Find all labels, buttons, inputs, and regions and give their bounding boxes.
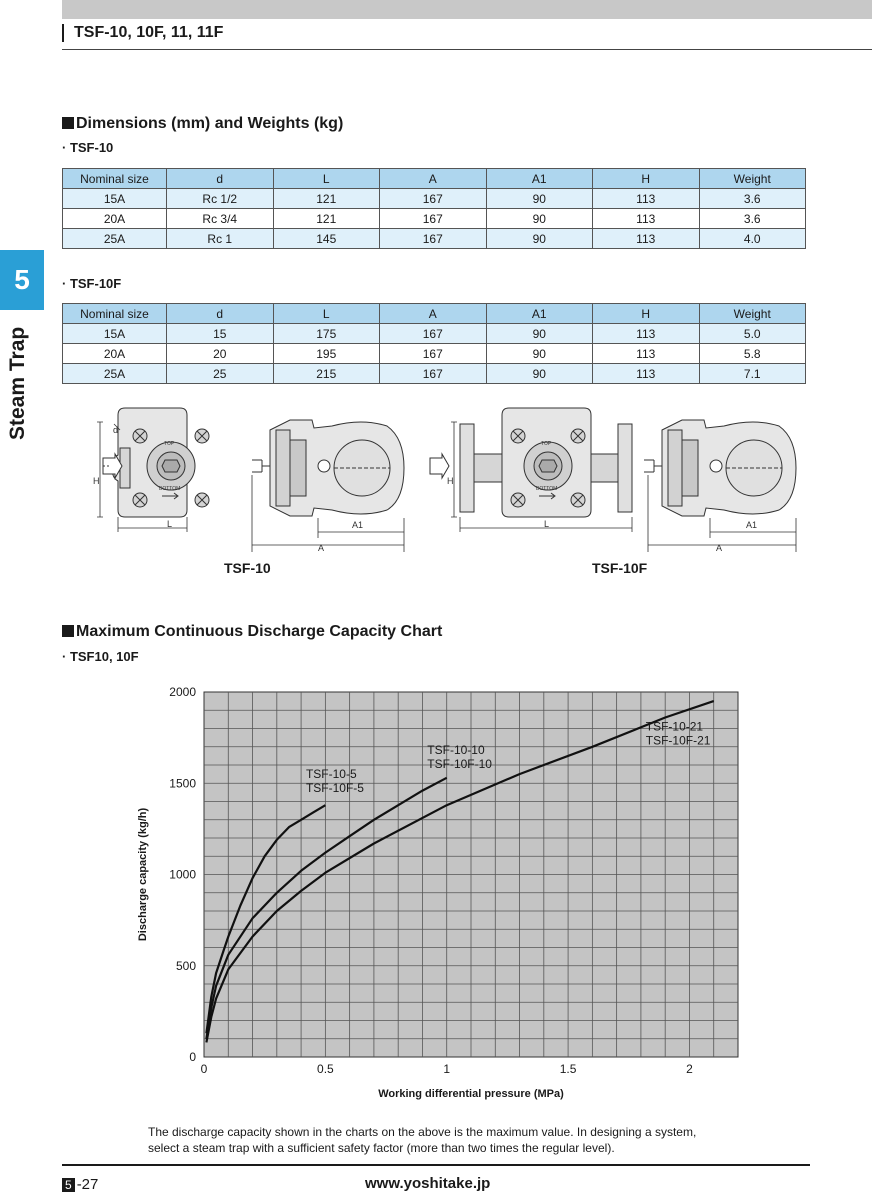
tsf10-table-body — [63, 189, 806, 249]
table-row — [63, 344, 806, 364]
chapter-tab: 5 — [0, 250, 44, 310]
table-cell: 113 — [593, 344, 700, 364]
tsf10-drawing-label: TSF-10 — [224, 560, 271, 576]
table-cell: 20 — [167, 344, 274, 364]
table-cell: 25 — [167, 364, 274, 384]
column-header: Weight — [699, 304, 806, 324]
capacity-heading — [62, 623, 442, 641]
chart-y-axis-label: Discharge capacity (kg/h) — [137, 807, 149, 942]
table-row — [63, 229, 806, 249]
tsf10f-dim-h: H — [447, 476, 454, 486]
dimension-drawings — [62, 400, 812, 560]
chapter-label: Steam Trap — [6, 326, 29, 440]
table-cell: 25A — [63, 364, 167, 384]
y-tick-label: 500 — [175, 958, 196, 973]
tsf10-dim-h: H — [93, 476, 100, 486]
column-header: d — [167, 169, 274, 189]
tsf10f-drawing-label: TSF-10F — [592, 560, 648, 576]
table-cell: 167 — [380, 209, 487, 229]
y-tick-label: 1500 — [169, 776, 196, 791]
tsf10f-subheading: · TSF-10F — [62, 276, 122, 291]
tsf10f-table-body — [63, 324, 806, 384]
table-cell: 167 — [380, 344, 487, 364]
page-number — [62, 1176, 98, 1193]
table-cell: 5.8 — [699, 344, 806, 364]
series-label: TSF-10-21 — [645, 719, 704, 734]
column-header: L — [273, 169, 380, 189]
table-cell: 195 — [273, 344, 380, 364]
table-cell: 90 — [486, 324, 593, 344]
table-cell: 167 — [380, 229, 487, 249]
column-header: A — [380, 304, 487, 324]
series-label: TSF-10F-5 — [305, 780, 364, 795]
website-link[interactable]: www.yoshitake.jp — [365, 1175, 491, 1192]
y-tick-label: 2000 — [169, 685, 196, 699]
x-tick-label: 0 — [200, 1062, 208, 1076]
column-header: Nominal size — [63, 304, 167, 324]
table-cell: 20A — [63, 209, 167, 229]
dimensions-heading-text: Dimensions (mm) and Weights (kg) — [76, 115, 344, 132]
header-rule — [62, 49, 872, 50]
table-cell: 113 — [593, 189, 700, 209]
table-header-row — [63, 304, 806, 324]
table-cell: 15A — [63, 189, 167, 209]
table-cell: 175 — [273, 324, 380, 344]
table-cell: 167 — [380, 189, 487, 209]
table-cell: 90 — [486, 364, 593, 384]
capacity-note: The discharge capacity shown in the charts on the above is the maximum value. In designing a system, select a steam trap with a sufficient safety factor (more than two times the regular level). — [148, 1125, 697, 1155]
table-cell: 25A — [63, 229, 167, 249]
table-row — [63, 324, 806, 344]
table-row — [63, 209, 806, 229]
table-cell: 121 — [273, 189, 380, 209]
tsf10-dim-l: L — [167, 519, 173, 529]
x-tick-label: 0.5 — [317, 1062, 334, 1076]
tsf10-top-mark: TOP — [164, 441, 175, 447]
x-tick-label: 2 — [686, 1062, 693, 1076]
x-tick-label: 1.5 — [559, 1062, 577, 1076]
table-cell: 113 — [593, 364, 700, 384]
table-cell: 145 — [273, 229, 380, 249]
column-header: Weight — [699, 169, 806, 189]
table-header-row — [63, 169, 806, 189]
table-cell: 215 — [273, 364, 380, 384]
table-cell: 167 — [380, 364, 487, 384]
tsf10-dimension-table — [62, 168, 806, 249]
table-cell: 3.6 — [699, 189, 806, 209]
series-label: TSF-10-5 — [305, 766, 357, 781]
table-cell: 90 — [486, 229, 593, 249]
tsf10f-dim-a: A — [716, 543, 723, 553]
column-header: d — [167, 304, 274, 324]
header-band — [62, 0, 872, 19]
table-cell: 3.6 — [699, 209, 806, 229]
table-cell: Rc 3/4 — [167, 209, 274, 229]
table-cell: 121 — [273, 209, 380, 229]
column-header: A1 — [486, 304, 593, 324]
column-header: H — [593, 304, 700, 324]
tsf10f-top-mark: TOP — [541, 441, 552, 447]
column-header: H — [593, 169, 700, 189]
tsf10f-side-view — [644, 420, 796, 553]
table-row — [63, 189, 806, 209]
table-cell: 167 — [380, 324, 487, 344]
table-cell: 7.1 — [699, 364, 806, 384]
table-cell: Rc 1 — [167, 229, 274, 249]
series-label: TSF-10F-10 — [427, 757, 492, 772]
tsf10-dim-d: d — [113, 425, 119, 435]
tsf10f-dim-a1: A1 — [746, 520, 758, 530]
tsf10f-table-header — [63, 304, 806, 324]
chart-x-axis-label: Working differential pressure (MPa) — [378, 1088, 564, 1100]
series-label: TSF-10-10 — [427, 743, 485, 758]
tsf10-dim-a1: A1 — [352, 520, 364, 530]
table-cell: Rc 1/2 — [167, 189, 274, 209]
tsf10-table-header — [63, 169, 806, 189]
y-tick-label: 0 — [189, 1050, 196, 1064]
tsf10f-dim-l: L — [544, 519, 550, 529]
table-cell: 15 — [167, 324, 274, 344]
y-tick-label: 1000 — [169, 867, 196, 882]
table-cell: 113 — [593, 209, 700, 229]
page-title: TSF-10, 10F, 11, 11F — [62, 24, 223, 42]
table-cell: 5.0 — [699, 324, 806, 344]
table-cell: 113 — [593, 324, 700, 344]
tsf10f-bottom-mark: BOTTOM — [536, 486, 558, 492]
tsf10-bottom-mark: BOTTOM — [159, 486, 181, 492]
table-row — [63, 364, 806, 384]
tsf10f-dimension-table — [62, 303, 806, 384]
column-header: A1 — [486, 169, 593, 189]
square-bullet-icon — [62, 625, 74, 637]
column-header: A — [380, 169, 487, 189]
capacity-heading-text: Maximum Continuous Discharge Capacity Chart — [76, 623, 443, 640]
tsf10-side-view — [252, 420, 404, 553]
table-cell: 90 — [486, 189, 593, 209]
capacity-subheading: · TSF10, 10F — [62, 649, 139, 664]
series-label: TSF-10F-21 — [645, 733, 711, 748]
tsf10-dim-a: A — [318, 543, 325, 553]
table-cell: 4.0 — [699, 229, 806, 249]
capacity-chart — [120, 680, 760, 1110]
tsf10f-front-view — [430, 408, 632, 532]
table-cell: 15A — [63, 324, 167, 344]
footer-rule — [62, 1164, 810, 1166]
page-chapter-box: 5 — [62, 1178, 75, 1192]
table-cell: 113 — [593, 229, 700, 249]
column-header: L — [273, 304, 380, 324]
table-cell: 90 — [486, 344, 593, 364]
x-tick-label: 1 — [443, 1062, 451, 1076]
square-bullet-icon — [62, 117, 74, 129]
page-number-suffix: -27 — [76, 1176, 99, 1193]
table-cell: 20A — [63, 344, 167, 364]
tsf10-subheading: · TSF-10 — [62, 140, 114, 155]
table-cell: 90 — [486, 209, 593, 229]
dimensions-heading — [62, 115, 343, 133]
column-header: Nominal size — [63, 169, 167, 189]
tsf10-front-view — [93, 408, 209, 532]
